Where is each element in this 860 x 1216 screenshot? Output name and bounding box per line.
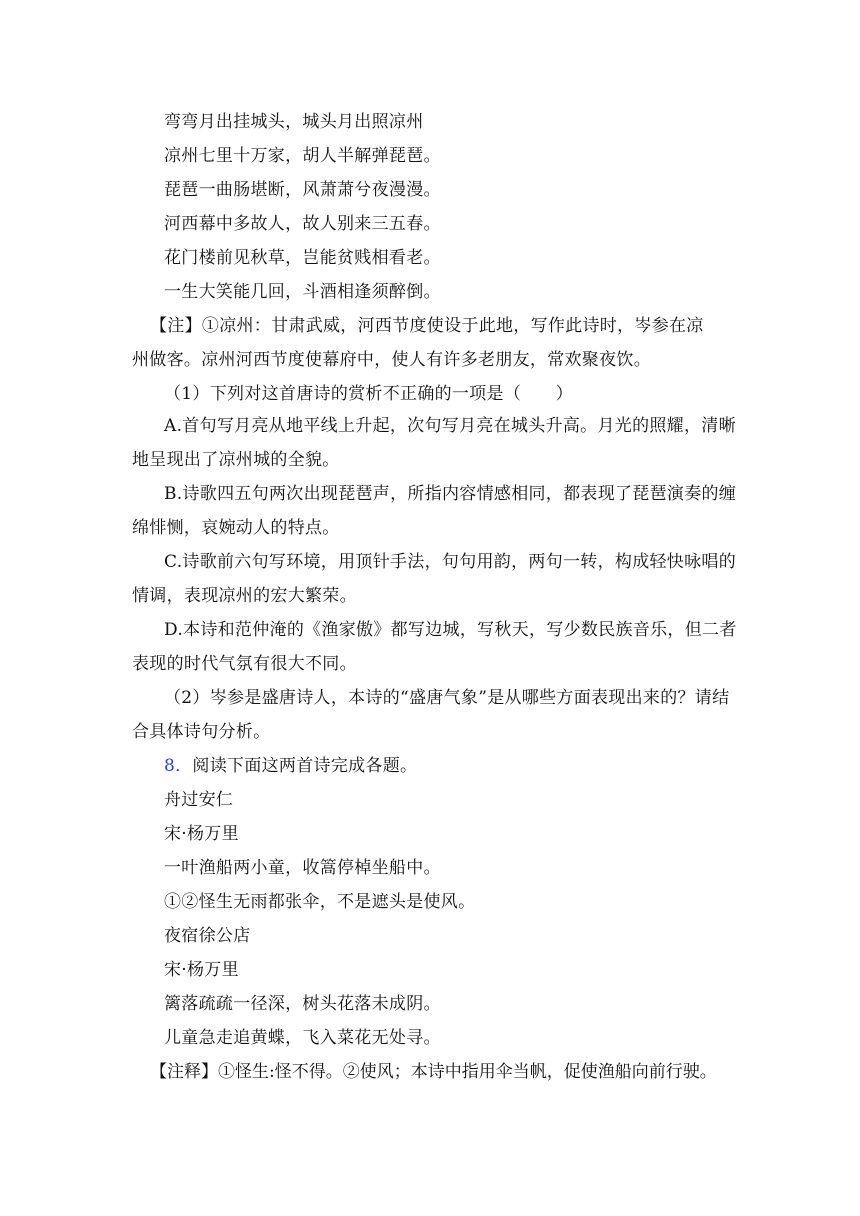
question-1-stem: （1）下列对这首唐诗的赏析不正确的一项是（ ） [164,384,574,404]
poem-1-author: 宋·杨万里 [164,824,239,844]
poem-2-author: 宋·杨万里 [164,960,239,980]
poem-line-6: 一生大笑能几回，斗酒相逢须醉倒。 [164,282,441,302]
question-2-line-1: （2）岑参是盛唐诗人，本诗的“盛唐气象”是从哪些方面表现出来的？请结 [164,688,730,708]
poem-line-4: 河西幕中多故人，故人别来三五春。 [164,214,441,234]
poem-line-2: 凉州七里十万家，胡人半解弹琵琶。 [164,146,441,166]
poem-2-line-1: 篱落疏疏一径深，树头花落未成阴。 [164,994,441,1014]
poem-1-line-2: ①②怪生无雨都张伞，不是遮头是使风。 [164,892,476,912]
poem-line-1: 弯弯月出挂城头，城头月出照凉州 [164,112,424,132]
poem-2-line-2: 儿童急走追黄蝶，飞入菜花无处寻。 [164,1028,441,1048]
option-a-line-2: 地呈现出了凉州城的全貌。 [132,450,340,470]
option-c-line-2: 情调，表现凉州的宏大繁荣。 [132,586,357,606]
poem-line-3: 琵琶一曲肠堪断，风萧萧兮夜漫漫。 [164,180,441,200]
poem-2-title: 夜宿徐公店 [164,926,251,946]
poem-line-5: 花门楼前见秋草，岂能贫贱相看老。 [164,248,441,268]
question-number: 8． [164,756,193,776]
poem-1-line-1: 一叶渔船两小童，收篙停棹坐船中。 [164,858,441,878]
option-d-line-2: 表现的时代气氛有很大不同。 [132,654,357,674]
option-b-line-2: 绵悱恻，哀婉动人的特点。 [132,518,340,538]
option-a-line-1: A.首句写月亮从地平线上升起，次句写月亮在城头升高。月光的照耀，清晰 [164,416,736,436]
annotation: 【注释】①怪生:怪不得。②使风；本诗中指用伞当帆，促使渔船向前行驶。 [150,1062,717,1082]
option-b-line-1: B.诗歌四五句两次出现琵琶声，所指内容情感相同，都表现了琵琶演奏的缠 [164,484,737,504]
note-line-1: 【注】①凉州：甘肃武威，河西节度使设于此地，写作此诗时，岑参在凉 [150,316,704,336]
poem-1-title: 舟过安仁 [164,790,234,810]
option-c-line-1: C.诗歌前六句写环境，用顶针手法，句句用韵，两句一转，构成轻快咏唱的 [164,552,737,572]
note-line-2: 州做客。凉州河西节度使幕府中，使人有许多老朋友，常欢聚夜饮。 [132,350,651,370]
option-d-line-1: D.本诗和范仲淹的《渔家傲》都写边城，写秋天，写少数民族音乐，但二者 [164,620,737,640]
question-2-line-2: 合具体诗句分析。 [132,722,271,742]
question-8-stem: 阅读下面这两首诗完成各题。 [192,756,418,776]
question-8-heading [164,754,732,778]
